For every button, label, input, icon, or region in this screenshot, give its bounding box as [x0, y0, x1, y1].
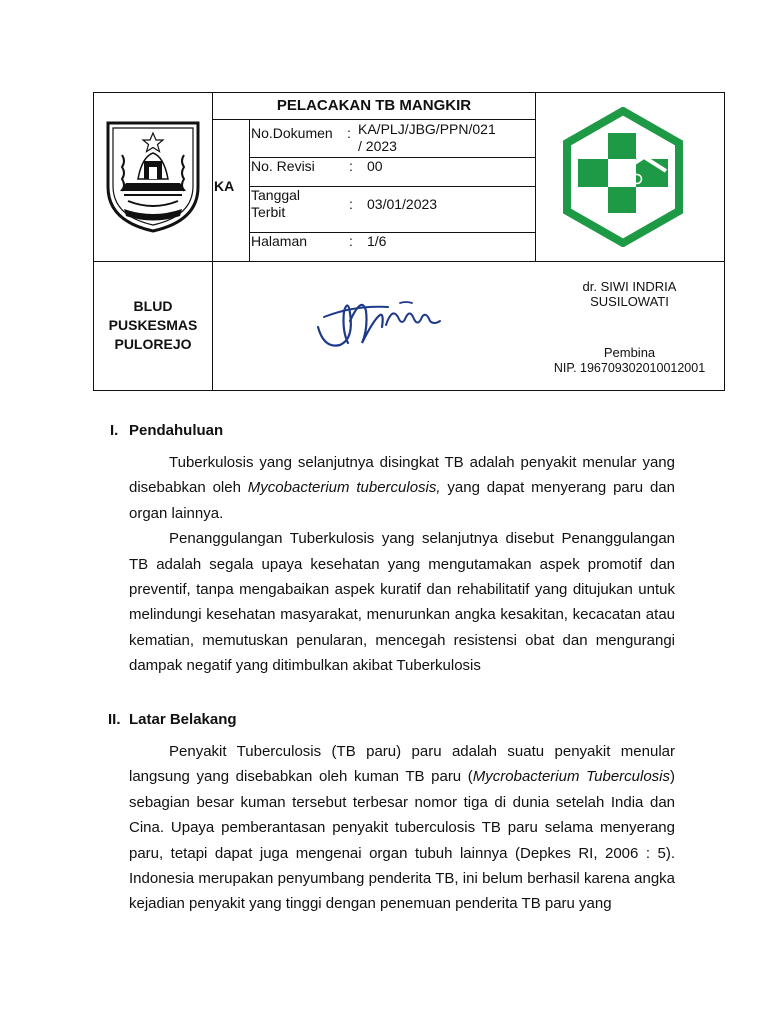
paragraph: Tuberkulosis yang selanjutnya disingkat TB adalah penyakit menular yang disebabkan oleh Mycobacterium tuberculosis, yang dapat menyerang paru dan organ lainnya.: [129, 454, 675, 522]
tanggal-terbit-label: Tanggal: [251, 187, 301, 203]
paragraph: Penyakit Tuberculosis (TB paru) paru adalah suatu penyakit menular langsung yang disebabkan oleh kuman TB paru (Mycrobacterium Tuberculosis) sebagian besar kuman tersebut terbesar nomor tiga di dunia setelah India dan Cina. Upaya pemberantasan penyakit tuberculosis TB paru selama menyerang paru, tetapi dapat juga mengenai organ tubuh lainnya (Depkes RI, 2006 : 5). Indonesia merupakan penyumbang penderita TB, ini belum berhasil karena angka kejadian penyakit yang tinggi dengan penemuan penderita TB paru yang: [129, 743, 676, 913]
divider: [213, 119, 535, 120]
divider: [249, 120, 250, 262]
no-dokumen-value: KA/PLJ/JBG/PPN/021: [358, 121, 496, 137]
no-dokumen-separator: :: [347, 125, 351, 141]
signer-name: dr. SIWI INDRIA SUSILOWATI: [582, 279, 677, 309]
no-dokumen-value-year: / 2023: [358, 138, 397, 154]
regional-emblem-logo: [102, 117, 204, 235]
section-body: [129, 739, 675, 917]
tanggal-terbit-label-2: Terbit: [251, 204, 286, 220]
header-table: [93, 92, 725, 391]
halaman-separator: :: [349, 233, 353, 249]
handwritten-signature: [314, 291, 444, 355]
section-number: I.: [110, 422, 119, 439]
halaman-label: Halaman: [251, 233, 308, 249]
no-revisi-value: 00: [367, 158, 383, 174]
section-heading: Pendahuluan: [129, 422, 224, 439]
divider: [94, 261, 724, 262]
halaman-value: 1/6: [367, 233, 387, 249]
tanggal-terbit-value: 03/01/2023: [367, 196, 438, 212]
no-revisi-separator: :: [349, 158, 353, 174]
tanggal-terbit-separator: :: [349, 196, 353, 212]
no-revisi-label: No. Revisi: [251, 158, 315, 174]
signer-role: Pembina: [603, 345, 656, 360]
divider: [212, 93, 213, 391]
signer-nip: NIP. 196709302010012001: [553, 361, 706, 375]
divider: [535, 93, 536, 262]
ka-label: KA: [214, 178, 235, 194]
no-dokumen-label: No.Dokumen: [251, 125, 333, 141]
document-title: PELACAKAN TB MANGKIR: [276, 97, 472, 114]
org-name: BLUD PUSKESMAS PULOREJO: [108, 298, 198, 352]
section-body: [129, 450, 675, 679]
puskesmas-logo: [561, 107, 685, 247]
paragraph: Penanggulangan Tuberkulosis yang selanjutnya disebut Penanggulangan TB adalah segala upaya kesehatan yang mengutamakan aspek promotif dan preventif, tanpa mengabaikan aspek kuratif dan rehabilitatif yang ditujukan untuk melindungi kesehatan masyarakat, menurunkan angka kesakitan, kecacatan atau kematian, memutuskan penularan, mencegah resistensi obat dan mengurangi dampak negatif yang ditimbulkan akibat Tuberkulosis: [129, 530, 675, 675]
section-heading: Latar Belakang: [129, 711, 237, 728]
section-number: II.: [108, 711, 121, 728]
